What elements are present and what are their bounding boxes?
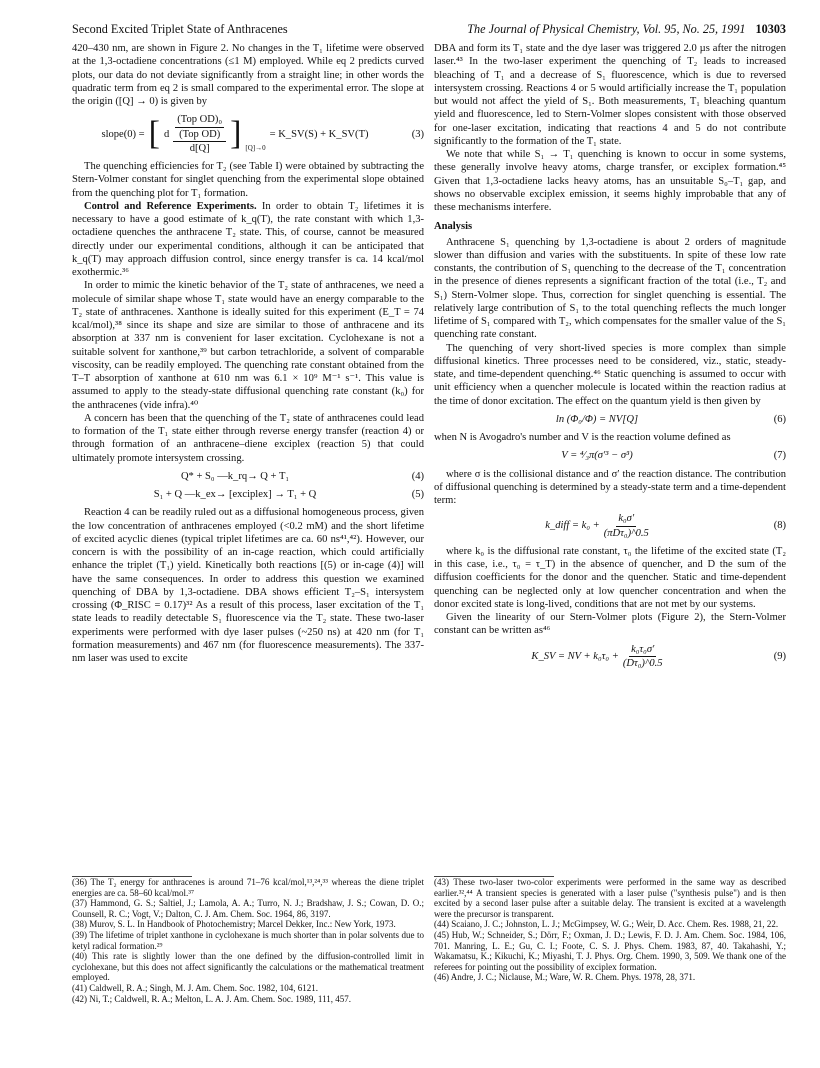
footnote: (43) These two-laser two-color experiments were performed in the same way as described earlier.³²,⁴⁴ A transient species is generated with a laser pulse ("synthesis pulse") and is then excited by a second laser pulse after a suitable delay. The transient is excited at a wavelength were the precursor is transparent. [434, 877, 786, 919]
paragraph: Reaction 4 can be readily ruled out as a diffusional homogeneous process, given the low concentration of anthracenes employed (<0.2 mM) and the short lifetime of excited acyclic dienes (typical triplet lifetimes are ca. 60 ns⁴¹,⁴²). However, our concern is with the possibility of an in-cage reaction, which could artificially enhance the triplet (T₁) yield. Kinetically both reactions [(5) or in-cage (4)] will have the same consequences. In order to address this question we examined quenching of DBA by 1,3-octadiene. DBA shows efficient T₂–S₁ intersystem crossing (Φ_RISC = 0.17)³² As a result of this process, laser excitation of the T₁ state leads to readily detectable S₁ fluorescence via the T₂ state. These two-laser experiments were performed with dye laser pulses (~250 ns) at 420 nm (for T₁ formation measurements) and 467 nm (for fluorescence measurements). The 337-nm laser was used to excite [72, 507, 424, 664]
right-column [434, 42, 786, 675]
footnote: (40) This rate is slightly lower than the one defined by the diffusion-controlled limit in cyclohexane, but this does not affect significantly the calculations or the mathematical treatment employed. [72, 951, 424, 983]
equation-3: slope(0) = [ d $\frac{\frac{\text{(Top OD)₀}}{\text{(Top OD)}}}{d[Q]}$ ] [Q]→0 = K_SV(S) + K_SV(T) (3) [101, 114, 424, 154]
footnote: (41) Caldwell, R. A.; Singh, M. J. Am. Chem. Soc. 1982, 104, 6121. [72, 982, 319, 993]
footnotes-left [72, 876, 424, 1004]
footnote: (42) Ni, T.; Caldwell, R. A.; Melton, L. A. J. Am. Chem. Soc. 1989, 111, 457. [72, 993, 351, 1004]
equation-6: ln (Φ₀/Φ) = NV[Q] (6) [555, 413, 786, 425]
paragraph: In order to mimic the kinetic behavior of the T₂ state of anthracenes, we need a molecule of similar shape whose T₁ state would have an energy comparable to the T₂ state of anthracenes. Xanthone is ideally suited for this experiment (E_T = 74 kcal/mol),³⁸ since its shape and size are similar to those of anthracene and its absorption at 337 nm is convenient for laser excitation. Cyclohexane is not a suitable solvent for xanthone,³⁹ but carbon tetrachloride, a solvent of comparable viscosity, can be readily employed. The quenching rate constant obtained from the T–T absorption of xanthone at 610 nm was 6.1 × 10⁹ M⁻¹ s⁻¹. This value is assumed to apply to the steady-state diffusional quenching rate constant (k₀) for the anthracenes (vide infra).⁴⁰ [72, 280, 424, 411]
paragraph: 420–430 nm, are shown in Figure 2. No changes in the T₁ lifetime were observed at the 1,3-octadiene concentrations (≤1 M) employed. While eq 2 predicts curved plots, our data do not deviate significantly from a straight line; in other words the quadratic term from eq 2 is small compared to the experimental error. The slope at the origin ([Q] → 0) is given by [72, 43, 424, 107]
footnote: (44) Scaiano, J. C.; Johnston, L. J.; McGimpsey, W. G.; Weir, D. Acc. Chem. Res. 1988, 21, 22. [434, 919, 779, 930]
paragraph: where σ is the collisional distance and σ′ the reaction distance. The contribution of diffusional quenching is determined by a steady-state term and a time-dependent term: [434, 468, 786, 506]
running-title: Second Excited Triplet State of Anthracenes [72, 22, 288, 36]
footnote: (46) Andre, J. C.; Niclause, M.; Ware, W. R. Chem. Phys. 1978, 28, 371. [434, 972, 696, 983]
journal-header: The Journal of Physical Chemistry, Vol. 95, No. 25, 1991 10303 [467, 22, 786, 36]
equation-8: k_diff = k₀ + $\frac{\text{k₀σ′}}{\text{(πDτ₀)\textasciicircum{}0.5}}$ (8) [545, 513, 786, 539]
paragraph: The quenching efficiencies for T₂ (see Table I) were obtained by subtracting the Stern-Volmer constant for singlet quenching from the experimental slope obtained from the quenching plot for T₁ formation. [72, 161, 424, 199]
paragraph: Anthracene S₁ quenching by 1,3-octadiene is about 2 orders of magnitude slower than diffusion and varies with the substituents. In spite of these low rate constants, the contribution of S₁ quenching to the decrease of the T₁ concentration in the presence of dienes represents a significant fraction of the total (i.e., T₂ and S₁) Stern-Volmer slope. Thus, correction for singlet quenching is essential. The relatively large contribution of S₁ to the total quenching reflects the much longer lifetime of S₁ compared with T₂, which compensates for the smaller value of the S₁ quenching rate constant. [434, 236, 786, 341]
equation-4: Q* + S₀ —k_rq→ Q + T₁ (4) [180, 470, 424, 482]
equation-7: V = ⁴⁄₃π(σ′³ − σ³) (7) [561, 450, 786, 462]
left-column [72, 42, 424, 665]
eq3-lhs: slope(0) = [101, 128, 145, 140]
footnote: (45) Hub, W.; Schneider, S.; Dörr, F.; Oxman, J. D.; Lewis, F. D. J. Am. Chem. Soc. 1984, 106, 701. Manring, L. E.; Gu, C. I.; Foote, C. S. J. Phys. Chem. 1983, 87, 40. Takahashi, Y.; Wakamatsu, K.; Kikuchi, K.; Miyashi, T. J. Phys. Org. Chem. 1990, 3, 509. We thank one of the referees for pointing out the possibility of exciplex formation. [434, 929, 786, 972]
paragraph: when N is Avogadro's number and V is the reaction volume defined as [434, 432, 731, 443]
section-heading: Analysis [434, 221, 473, 233]
paragraph: where k₀ is the diffusional rate constant, τ₀ the lifetime of the excited state (T₂ in this case, i.e., τ₀ = τ_T) in the absence of quencher, and D the sum of the diffusion coefficients for the donor and the quencher. Static and time-dependent quenching can be neglected only at low quencher concentration and when the donor excited state is long-lived, conditions that are not met by our systems. [434, 545, 786, 610]
paragraph: The quenching of very short-lived species is more complex than simple diffusional kinetics. Three processes need to be considered, viz., static, steady-state, and time-dependent quenching.⁴⁶ Static quenching is assumed to occur with unit efficiency when a quencher molecule is located within the reaction radius at the time of donor excitation. The effect on the quantum yield is then given by [434, 342, 786, 407]
page-number: 10303 [755, 22, 786, 36]
paragraph: DBA and form its T₁ state and the dye laser was triggered 2.0 µs after the nitrogen laser.⁴³ In the two-laser experiment the quenching of T₂ leads to increased bleaching of T₁ and a decrease of S₁ fluorescence, which is due to reversed intersystem crossing. Reactions 4 or 5 would artificially increase the T₁ population but would not affect the yield of S₁. Both measurements, T₁ bleaching quantum yield and fluorescence, led to Stern-Volmer slopes consistent with those observed for one-laser excitation, indicating that reactions 4 and 5 do not contribute significantly to the formation of the T₁ state. [434, 43, 786, 147]
paragraph: Given the linearity of our Stern-Volmer plots (Figure 2), the Stern-Volmer constant can be written as⁴⁶ [434, 612, 786, 637]
footnotes-right [434, 876, 786, 983]
footnote: (39) The lifetime of triplet xanthone in cyclohexane is much shorter than in polar solvents due to ketyl radical formation.²⁹ [72, 929, 424, 951]
equation-5: S₁ + Q —k_ex→ [exciplex] → T₁ + Q (5) [153, 489, 424, 500]
paragraph: Control and Reference Experiments. In order to obtain T₂ lifetimes it is necessary to have a good estimate of k_q(T), the rate constant with which 1,3-octadiene quenches the anthracene T₂ state. This, of course, cannot be measured directly under our experimental conditions, although it can be anticipated that k_q(T) may approach diffusion control, since energy transfer is ca. 14 kcal/mol exothermic.³⁶ [72, 200, 424, 278]
footnote: (36) The T₂ energy for anthracenes is around 71–76 kcal/mol,¹³,²⁴,³³ whereas the diene triplet energies are ca. 58–60 kcal/mol.³⁷ [72, 877, 424, 898]
footnote: (37) Hammond, G. S.; Saltiel, J.; Lamola, A. A.; Turro, N. J.; Bradshaw, J. S.; Cowan, D. O.; Counsell, R. C.; Vogt, V.; Dalton, C. J. Am. Chem. Soc. 1964, 86, 3197. [72, 898, 424, 919]
footnote: (38) Murov, S. L. In Handbook of Photochemistry; Marcel Dekker, Inc.: New York, 1973. [72, 919, 396, 930]
paragraph: A concern has been that the quenching of the T₂ state of anthracenes could lead to formation of the T₁ state either through reverse energy transfer (reaction 4) or through formation of an anthracene–diene exciplex (reaction 5) that could ultimately promote intersystem crossing. [72, 412, 424, 464]
paragraph: We note that while S₁ → T₁ quenching is known to occur in some systems, these generally involve heavy atoms, charge transfer, or exciplex formation.⁴⁵ Given that 1,3-octadiene lacks heavy atoms, has an unsuitable S₀–T₁ gap, and shows no observable exciplex emission, it seems highly improbable that any of these mechanisms interfere. [434, 149, 786, 213]
eq3-frac: $\frac{\frac{\text{(Top OD)₀}}{\text{(Top OD)}}}{d[Q]}$ [173, 113, 226, 155]
equation-9: K_SV = NV + k₀τ₀ + $\frac{\text{k₀τ₀σ′}}{\text{(Dτ₀)\textasciicircum{}0.5}}$ (9) [531, 643, 786, 669]
eq3-d: d [163, 128, 170, 140]
